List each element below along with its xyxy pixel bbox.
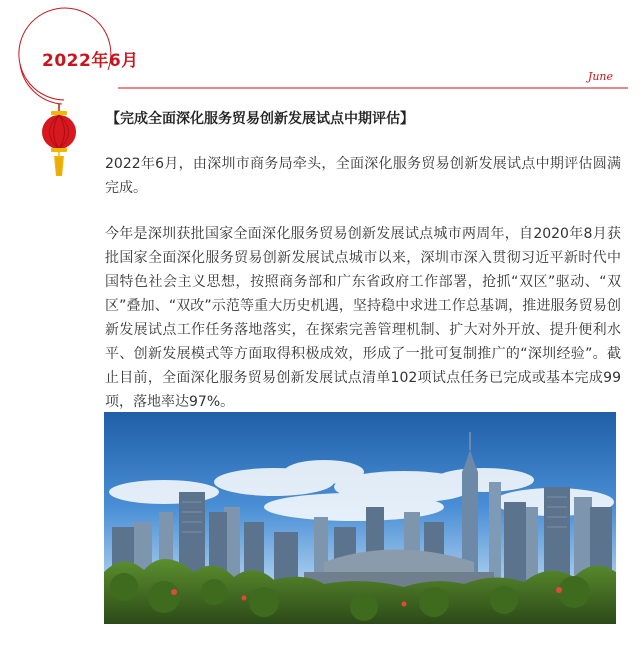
date-title: 2022年6月 <box>42 51 139 71</box>
lantern-icon <box>38 104 80 178</box>
paragraph-intro: 2022年6月，由深圳市商务局牵头，全面深化服务贸易创新发展试点中期评估圆满完成。 <box>105 156 621 196</box>
section-title: 【完成全面深化服务贸易创新发展试点中期评估】 <box>106 111 414 127</box>
city-skyline-photo <box>104 412 616 624</box>
month-label: June <box>587 70 613 83</box>
paragraph-body: 今年是深圳获批国家全面深化服务贸易创新发展试点城市两周年，自2020年8月获批国家全面深化服务贸易创新发展试点城市以来，深圳市深入贯彻习近平新时代中国特色社会主义思想，按照商务部和广东省政府工作部署，抢抓“双区”驱动、“双区”叠加、“双改”示范等重大历史机遇，坚持稳中求进工作总基调，推进服务贸易创新发展试点工作任务落地落实，在探索完善管理机制、扩大对外开放、提升便利水平、创新发展模式等方面取得积极成效，形成了一批可复制推广的“深圳经验”。截止目前，全面深化服务贸易创新发展试点清单102项试点任务已完成或基本完成99项，落地率达97%。 <box>105 226 621 410</box>
